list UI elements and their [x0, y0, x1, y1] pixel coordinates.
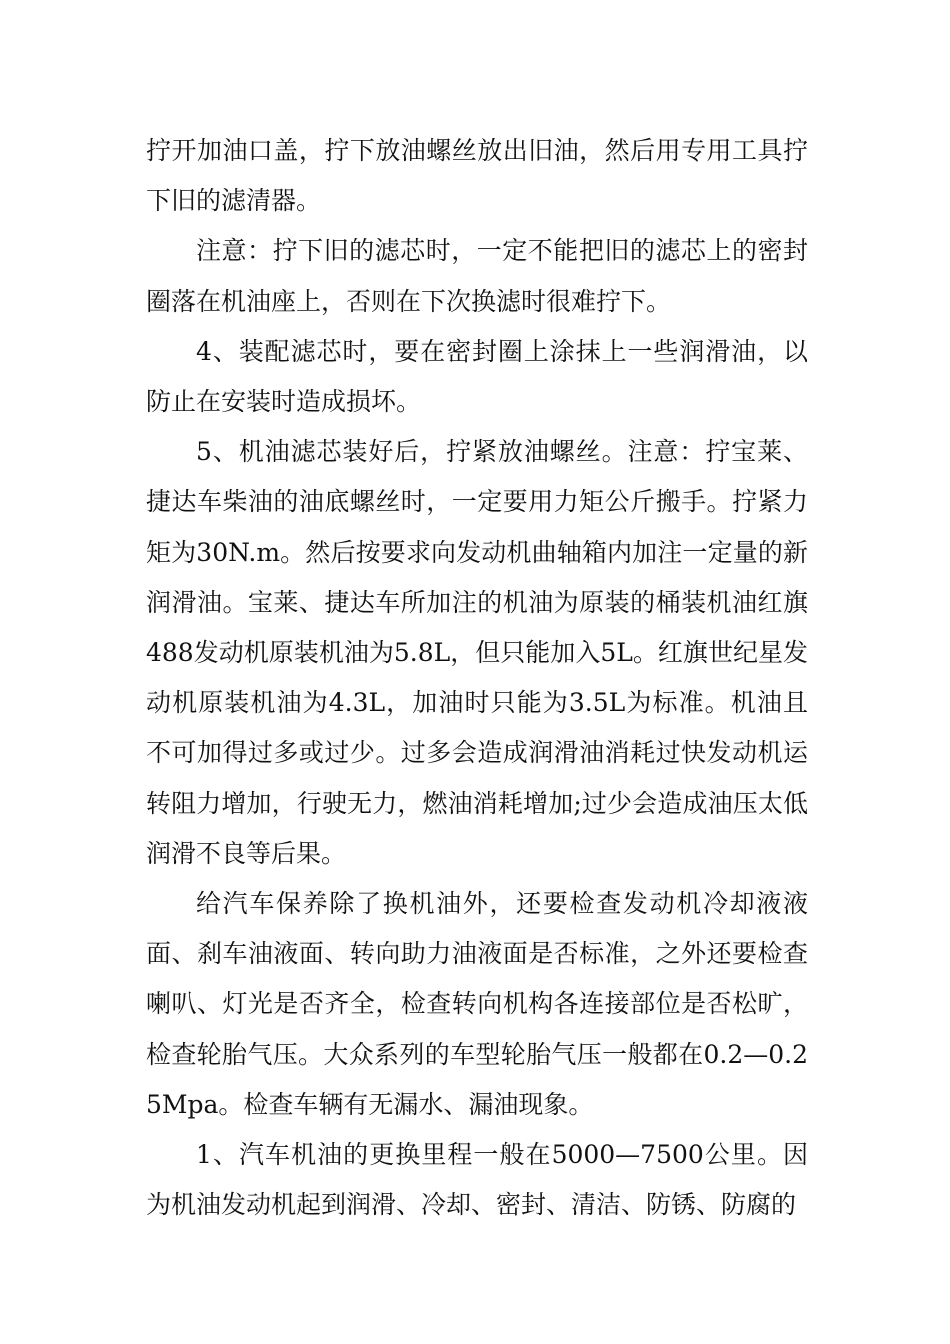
paragraph-4: 5、机油滤芯装好后，拧紧放油螺丝。注意：拧宝莱、捷达车柴油的油底螺丝时，一定要用力矩公斤搬手。拧紧力矩为30N.m。然后按要求向发动机曲轴箱内加注一定量的新润滑油。宝莱、捷达车所加注的机油为原装的桶装机油红旗488发动机原装机油为5.8L，但只能加入5L。红旗世纪星发动机原装机油为4.3L，加油时只能为3.5L为标准。机油且不可加得过多或过少。过多会造成润滑油消耗过快发动机运转阻力增加，行驶无力，燃油消耗增加;过少会造成油压太低润滑不良等后果。	[146, 437, 808, 868]
document-body	[146, 126, 808, 1230]
paragraph-3: 4、装配滤芯时，要在密封圈上涂抹上一些润滑油，以防止在安装时造成损坏。	[146, 336, 808, 417]
paragraph-2: 注意：拧下旧的滤芯时，一定不能把旧的滤芯上的密封圈落在机油座上，否则在下次换滤时很难拧下。	[146, 236, 808, 316]
paragraph-6: 1、汽车机油的更换里程一般在5000—7500公里。因为机油发动机起到润滑、冷却、密封、清洁、防锈、防腐的	[146, 1140, 808, 1220]
paragraph-5: 给汽车保养除了换机油外，还要检查发动机冷却液液面、刹车油液面、转向助力油液面是否标准，之外还要检查喇叭、灯光是否齐全，检查转向机构各连接部位是否松旷，检查轮胎气压。大众系列的车型轮胎气压一般都在0.2—0.25Mpa。检查车辆有无漏水、漏油现象。	[146, 889, 808, 1119]
paragraph-1: 拧开加油口盖，拧下放油螺丝放出旧油，然后用专用工具拧下旧的滤清器。	[146, 136, 808, 216]
